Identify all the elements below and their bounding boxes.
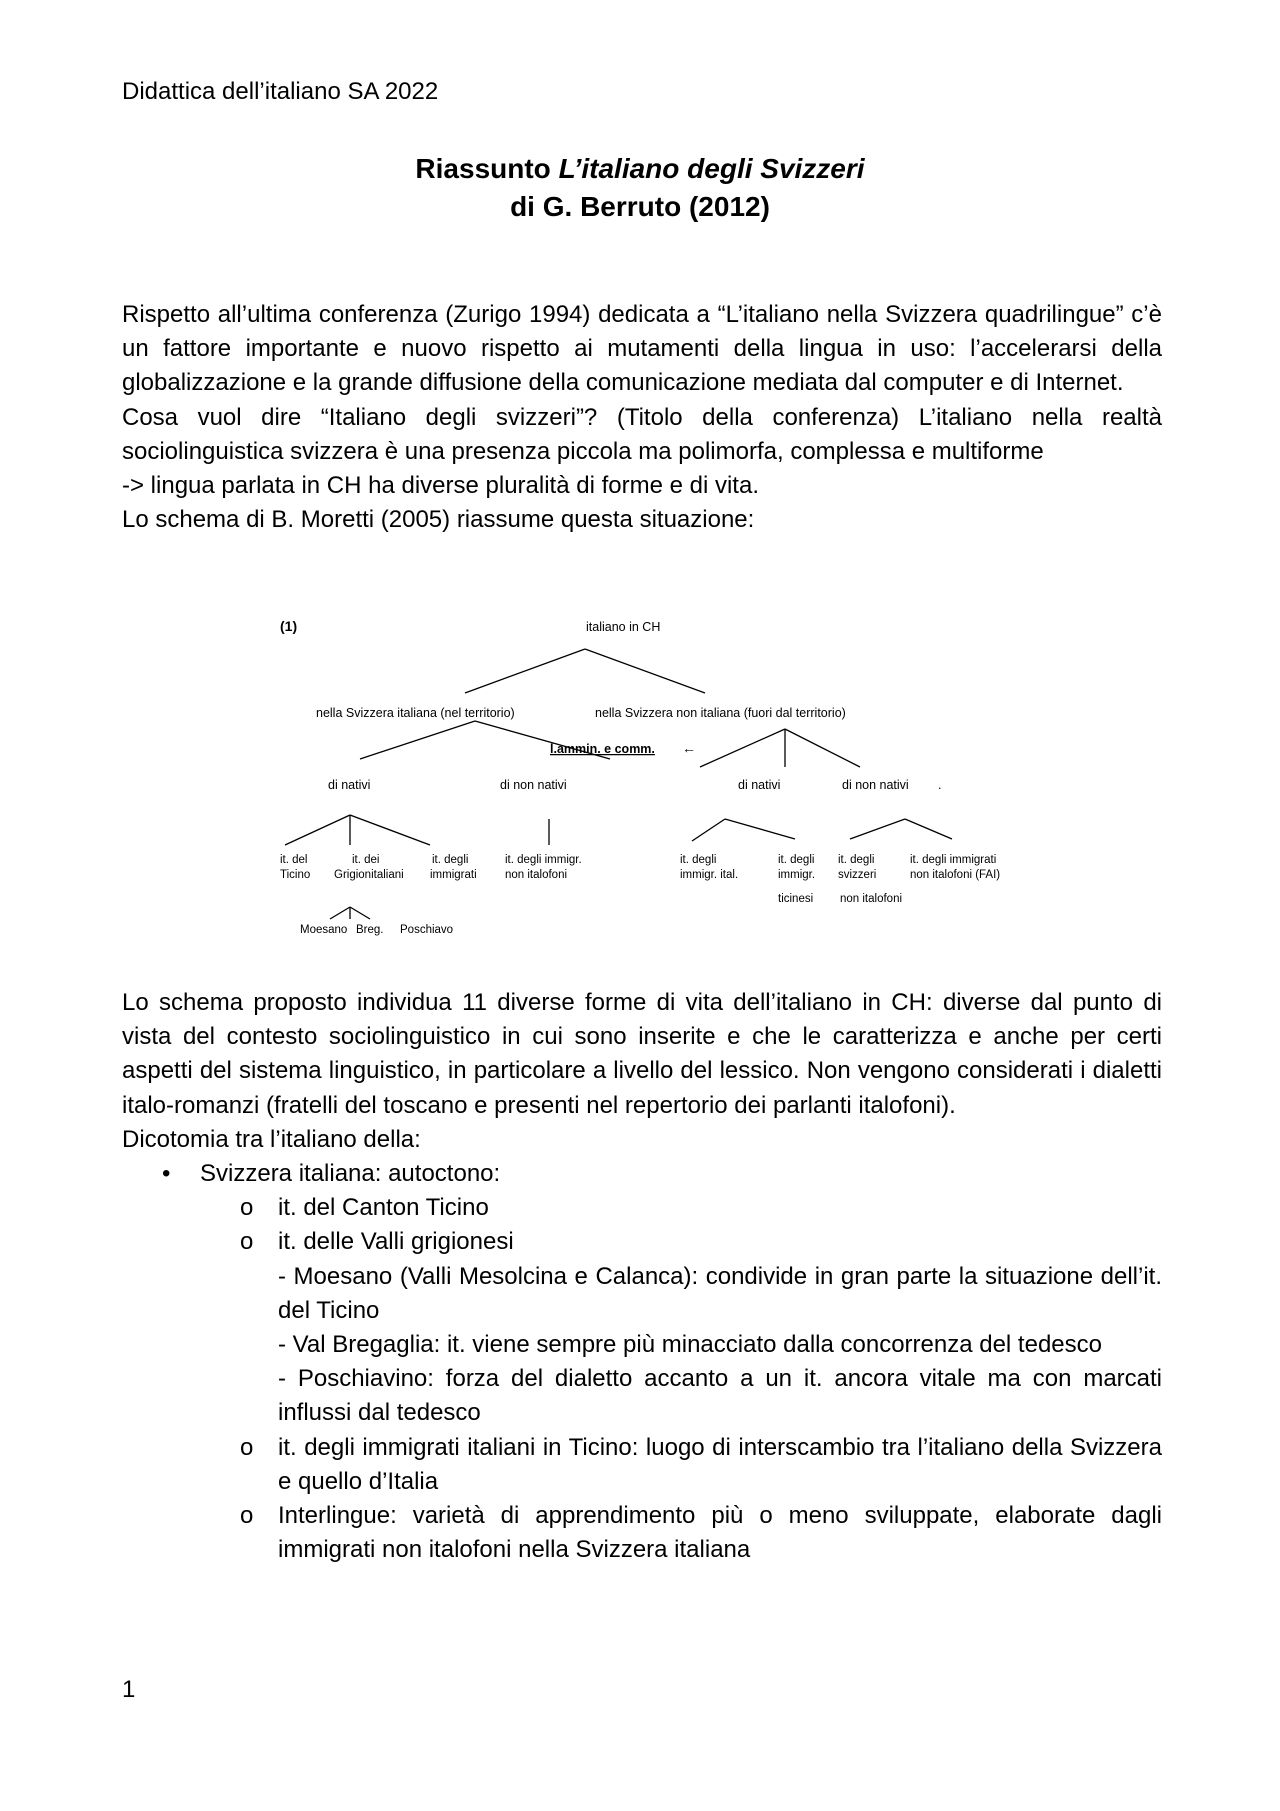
page-number: 1 — [122, 1676, 136, 1703]
sub-list-item — [122, 1499, 1162, 1567]
sub-note — [122, 1260, 1162, 1328]
leaf-label: svizzeri — [838, 869, 877, 881]
body-paragraph: Dicotomia tra l’italiano della: — [122, 1125, 421, 1153]
right-dot: . — [938, 778, 942, 792]
sub-leaf-label: Poschiavo — [400, 924, 454, 936]
document-title — [0, 150, 1280, 226]
title-author: di G. Berruto (2012) — [510, 191, 770, 222]
sub-list-item — [122, 1191, 1162, 1225]
leaf-label: immigrati — [430, 869, 477, 881]
leaf-label: it. degli — [432, 854, 469, 866]
intro-section — [122, 298, 1162, 537]
body-section — [122, 986, 1162, 1567]
leaf-label: it. del — [280, 854, 308, 866]
leaf-label: non italofoni (FAI) — [910, 869, 1001, 881]
body-paragraph: Lo schema proposto individua 11 diverse forme di vita dell’italiano in CH: diverse dal punto di vista del contesto sociolinguistico in cui sono inserite e che le caratterizza e anche per certi aspetti del sistema linguistico, in particolare a livello del lessico. Non vengono considerati i dialetti italo-romanzi (fratelli del toscano e presenti nel repertorio dei parlanti italofoni). — [122, 989, 1162, 1119]
leaf-label: ticinesi — [778, 893, 814, 905]
list-item — [122, 1157, 1162, 1567]
sub-leaf-label: Moesano — [300, 924, 348, 936]
sub-list — [200, 1191, 1162, 1567]
sub-item-text: it. degli immigrati italiani in Ticino: luogo di interscambio tra l’italiano della Svizzera e quello d’Italia — [278, 1433, 1162, 1495]
list-marker: o — [240, 1433, 254, 1461]
left-nativi: di nativi — [328, 778, 371, 792]
list-marker: o — [240, 1502, 254, 1530]
page-header: Didattica dell’italiano SA 2022 — [122, 78, 439, 105]
leaf-label: immigr. — [778, 869, 816, 881]
diagram-leaves — [280, 854, 1000, 936]
branch-right: nella Svizzera non italiana (fuori dal territorio) — [595, 706, 846, 720]
sub-note — [122, 1328, 1162, 1362]
title-book: L’italiano degli Svizzeri — [558, 153, 865, 184]
left-non-nativi: di non nativi — [500, 778, 567, 792]
bullet-text: Svizzera italiana: autoctono: — [200, 1160, 501, 1188]
note-text: - Val Bregaglia: it. viene sempre più minacciato dalla concorrenza del tedesco — [278, 1331, 1102, 1359]
diagram-label: (1) — [280, 618, 298, 634]
sub-leaf-label: Breg. — [356, 924, 384, 936]
moretti-diagram — [250, 607, 1035, 952]
branch-left: nella Svizzera italiana (nel territorio) — [316, 706, 515, 720]
leaf-label: it. dei — [352, 854, 380, 866]
sub-item-text: it. delle Valli grigionesi — [278, 1228, 514, 1256]
leaf-label: it. degli immigrati — [910, 854, 997, 866]
bullet-list — [122, 1157, 1162, 1567]
note-text: - Moesano (Valli Mesolcina e Calanca): condivide in gran parte la situazione dell’it. del Ticino — [278, 1262, 1162, 1324]
right-nativi: di nativi — [738, 778, 781, 792]
leaf-label: non italofoni — [840, 893, 903, 905]
right-non-nativi: di non nativi — [842, 778, 909, 792]
arrow-left-icon: ← — [682, 740, 696, 756]
sub-list-item — [122, 1431, 1162, 1499]
sub-item-text: it. del Canton Ticino — [278, 1194, 489, 1222]
leaf-label: non italofoni — [505, 869, 568, 881]
leaf-label: it. degli — [838, 854, 875, 866]
arrow-label: l.ammin. e comm. — [550, 742, 655, 756]
intro-paragraph: Rispetto all’ultima conferenza (Zurigo 1994) dedicata a “L’italiano nella Svizzera quadrilingue” c’è un fattore importante e nuovo rispetto ai mutamenti della lingua in uso: l’accelerarsi della globalizzazione e la grande diffusione della comunicazione mediata dal computer e di Internet. — [122, 301, 1162, 397]
intro-paragraph: Lo schema di B. Moretti (2005) riassume questa situazione: — [122, 506, 755, 534]
intro-paragraph: -> lingua parlata in CH ha diverse pluralità di forme e di vita. — [122, 472, 759, 500]
list-marker: o — [240, 1228, 254, 1256]
leaf-label: immigr. ital. — [680, 869, 739, 881]
intro-paragraph: Cosa vuol dire “Italiano degli svizzeri”? (Titolo della conferenza) L’italiano nella realtà sociolinguistica svizzera è una presenza piccola ma polimorfa, complessa e multiforme — [122, 403, 1162, 465]
leaf-label: it. degli — [680, 854, 717, 866]
sub-item-text: Interlingue: varietà di apprendimento più o meno sviluppate, elaborate dagli immigrati non italofoni nella Svizzera italiana — [278, 1502, 1162, 1564]
note-text: - Poschiavino: forza del dialetto accanto a un it. ancora vitale ma con marcati influssi dal tedesco — [278, 1365, 1162, 1427]
leaf-label: Grigionitaliani — [334, 869, 404, 881]
leaf-label: it. degli immigr. — [505, 854, 582, 866]
sub-list-item — [122, 1225, 1162, 1259]
list-marker: o — [240, 1194, 254, 1222]
sub-note — [122, 1362, 1162, 1430]
diagram-svg — [250, 607, 1035, 952]
diagram-root: italiano in CH — [586, 620, 661, 634]
leaf-label: it. degli — [778, 854, 815, 866]
title-prefix: Riassunto — [415, 153, 559, 184]
leaf-label: Ticino — [280, 869, 311, 881]
